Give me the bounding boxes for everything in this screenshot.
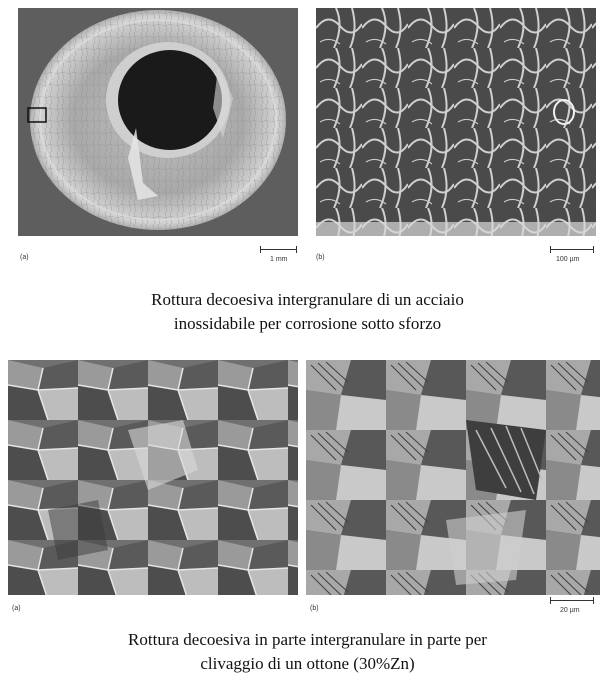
micrograph-intergranular-steel xyxy=(316,8,596,236)
caption-bottom-line-1: Rottura decoesiva in parte intergranulare in parte per xyxy=(128,630,487,649)
scale-bar-1mm xyxy=(260,246,297,253)
scale-bar-100um xyxy=(550,246,594,253)
panel-label-b-top: (b) xyxy=(316,254,325,261)
panel-label-b-bottom: (b) xyxy=(310,605,319,612)
scale-label-20um: 20 µm xyxy=(560,607,580,614)
caption-bottom xyxy=(0,628,615,676)
panel-label-a-top: (a) xyxy=(20,254,29,261)
scale-label-100um: 100 µm xyxy=(556,256,580,263)
panel-label-a-bottom: (a) xyxy=(12,605,21,612)
micrograph-brass-intergranular xyxy=(8,360,298,595)
caption-bottom-line-2: clivaggio di un ottone (30%Zn) xyxy=(200,654,415,673)
micrograph-brass-cleavage xyxy=(306,360,600,595)
scale-label-1mm: 1 mm xyxy=(270,256,288,263)
caption-top xyxy=(0,288,615,336)
caption-top-line-1: Rottura decoesiva intergranulare di un acciaio xyxy=(151,290,464,309)
micrograph-tube-cross-section xyxy=(18,8,298,236)
caption-top-line-2: inossidabile per corrosione sotto sforzo xyxy=(173,314,442,333)
scale-bar-20um xyxy=(550,597,594,604)
